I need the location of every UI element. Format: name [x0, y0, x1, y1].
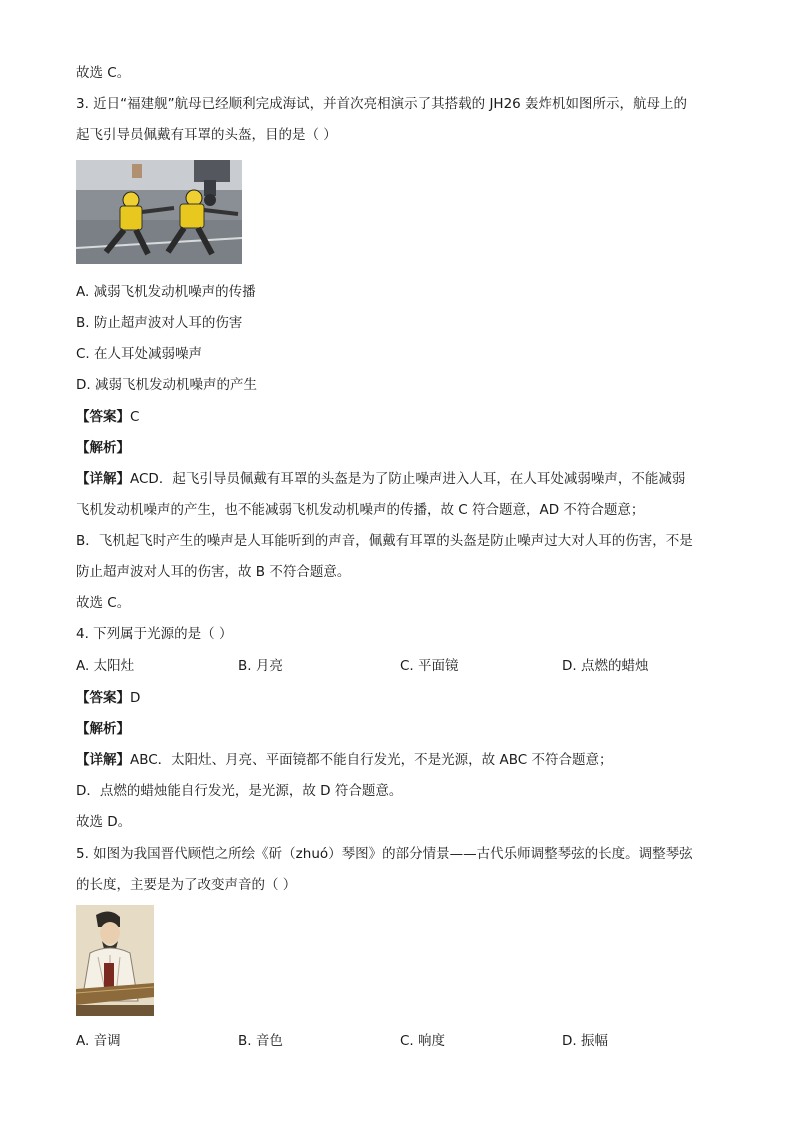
q3-answer	[76, 408, 139, 426]
q4-stem: 4. 下列属于光源的是（ ）	[76, 626, 233, 642]
q3-stem-line1: 3. 近日“福建舰”航母已经顺利完成海试，并首次亮相演示了其搭载的 JH26 轰炸机如图所示，航母上的	[76, 96, 688, 112]
carrier-deck-illustration	[76, 160, 242, 264]
q3-option-a: A. 减弱飞机发动机噪声的传播	[76, 284, 256, 300]
detail-tag: 【详解】	[76, 752, 130, 768]
answer-value: D	[130, 690, 141, 706]
q5-option-d: D. 振幅	[562, 1033, 608, 1049]
q4-analysis-heading: 【解析】	[76, 721, 130, 737]
q4-option-d: D. 点燃的蜡烛	[562, 658, 649, 674]
q5-stem-line1: 5. 如图为我国晋代顾恺之所绘《斫（zhuó）琴图》的部分情景——古代乐师调整琴弦的长度。调整琴弦	[76, 846, 693, 862]
q3-detail-line3: B．飞机起飞时产生的噪声是人耳能听到的声音，佩戴有耳罩的头盔是防止噪声过大对人耳的伤害，不是	[76, 533, 693, 549]
q4-option-b: B. 月亮	[238, 658, 283, 674]
q4-conclusion: 故选 D。	[76, 814, 132, 830]
q3-detail-line1	[76, 470, 685, 488]
q4-answer	[76, 689, 140, 707]
q3-option-c: C. 在人耳处减弱噪声	[76, 346, 203, 362]
q3-detail-line4: 防止超声波对人耳的伤害，故 B 不符合题意。	[76, 564, 351, 580]
q5-option-b: B. 音色	[238, 1033, 283, 1049]
musician-painting-illustration	[76, 905, 154, 1016]
prev-conclusion: 故选 C。	[76, 65, 131, 81]
answer-value: C	[130, 409, 140, 425]
detail-text: ACD．起飞引导员佩戴有耳罩的头盔是为了防止噪声进入人耳，在人耳处减弱噪声，不能减弱	[130, 471, 686, 487]
q3-stem-line2: 起飞引导员佩戴有耳罩的头盔，目的是（ ）	[76, 127, 337, 143]
detail-tag: 【详解】	[76, 471, 130, 487]
q5-option-a: A. 音调	[76, 1033, 121, 1049]
detail-text: ABC．太阳灶、月亮、平面镜都不能自行发光，不是光源，故 ABC 不符合题意；	[130, 752, 613, 768]
q5-option-c: C. 响度	[400, 1033, 446, 1049]
q3-detail-line2: 飞机发动机噪声的产生，也不能减弱飞机发动机噪声的传播，故 C 符合题意，AD 不符合题意；	[76, 502, 645, 518]
answer-tag: 【答案】	[76, 690, 130, 706]
q4-detail-line2: D．点燃的蜡烛能自行发光，是光源，故 D 符合题意。	[76, 783, 403, 799]
q4-detail-line1	[76, 751, 612, 769]
q3-analysis-heading: 【解析】	[76, 440, 130, 456]
q5-painting-image	[76, 905, 154, 1016]
q3-option-b: B. 防止超声波对人耳的伤害	[76, 315, 243, 331]
q3-conclusion: 故选 C。	[76, 595, 131, 611]
answer-tag: 【答案】	[76, 409, 130, 425]
q3-carrier-photo	[76, 160, 242, 264]
q3-option-d: D. 减弱飞机发动机噪声的产生	[76, 377, 257, 393]
q4-option-c: C. 平面镜	[400, 658, 459, 674]
q5-stem-line2: 的长度，主要是为了改变声音的（ ）	[76, 877, 297, 893]
q4-option-a: A. 太阳灶	[76, 658, 135, 674]
